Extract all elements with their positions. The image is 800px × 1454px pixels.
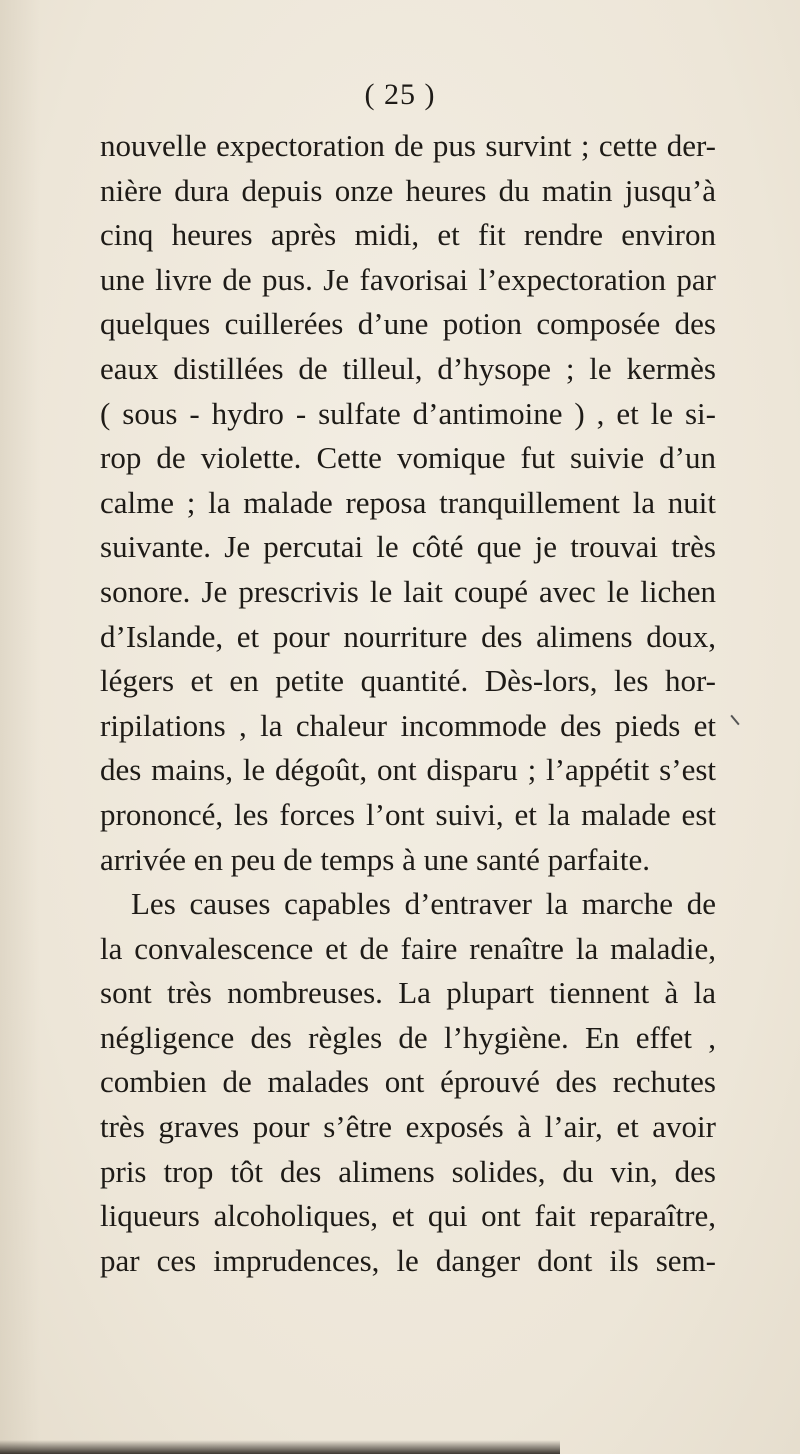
- text-line: ( sous - hydro - sulfate d’antimoine ) , et le si-: [100, 395, 716, 431]
- text-line: sont très nombreuses. La plupart tiennent à la: [100, 975, 716, 1011]
- text-line: Les causes capables d’entraver la marche de: [131, 886, 716, 922]
- text-line: la convalescence et de faire renaître la maladie,: [100, 930, 716, 966]
- text-line: prononcé, les forces l’ont suivi, et la malade est: [100, 796, 716, 832]
- text-line: eaux distillées de tilleul, d’hysope ; le kermès: [100, 350, 716, 386]
- text-line: calme ; la malade reposa tranquillement la nuit: [100, 484, 716, 520]
- text-line: des mains, le dégoût, ont disparu ; l’appétit s’est: [100, 752, 716, 788]
- text-line: suivante. Je percutai le côté que je trouvai très: [100, 529, 716, 565]
- text-line: pris trop tôt des alimens solides, du vin, des: [100, 1153, 716, 1189]
- text-line: nouvelle expectoration de pus survint ; cette der-: [100, 128, 716, 163]
- margin-mark: [730, 715, 739, 725]
- text-line: par ces imprudences, le danger dont ils sem-: [100, 1242, 716, 1278]
- page-edge-shading: [0, 0, 40, 1454]
- text-line: liqueurs alcoholiques, et qui ont fait reparaître,: [100, 1198, 716, 1234]
- text-line: rop de violette. Cette vomique fut suivie d’un: [100, 440, 716, 476]
- bottom-edge-shadow: [0, 1440, 560, 1454]
- text-line: une livre de pus. Je favorisai l’expectoration par: [100, 261, 716, 297]
- text-line: quelques cuillerées d’une potion composée des: [100, 306, 716, 342]
- text-line: très graves pour s’être exposés à l’air, et avoir: [100, 1109, 716, 1145]
- text-line: nière dura depuis onze heures du matin jusqu’à: [100, 172, 716, 208]
- body-text: [100, 124, 716, 1283]
- text-line: sonore. Je prescrivis le lait coupé avec le lichen: [100, 573, 716, 609]
- text-line: négligence des règles de l’hygiène. En effet ,: [100, 1019, 716, 1055]
- page-number: ( 25 ): [364, 78, 436, 111]
- text-line: d’Islande, et pour nourriture des alimens doux,: [100, 618, 716, 654]
- text-line: légers et en petite quantité. Dès-lors, les hor-: [100, 663, 716, 699]
- text-line: ripilations , la chaleur incommode des pieds et: [100, 707, 716, 743]
- text-line: arrivée en peu de temps à une santé parfaite.: [100, 841, 650, 877]
- text-line: cinq heures après midi, et fit rendre environ: [100, 217, 716, 253]
- text-line: combien de malades ont éprouvé des rechutes: [100, 1064, 716, 1100]
